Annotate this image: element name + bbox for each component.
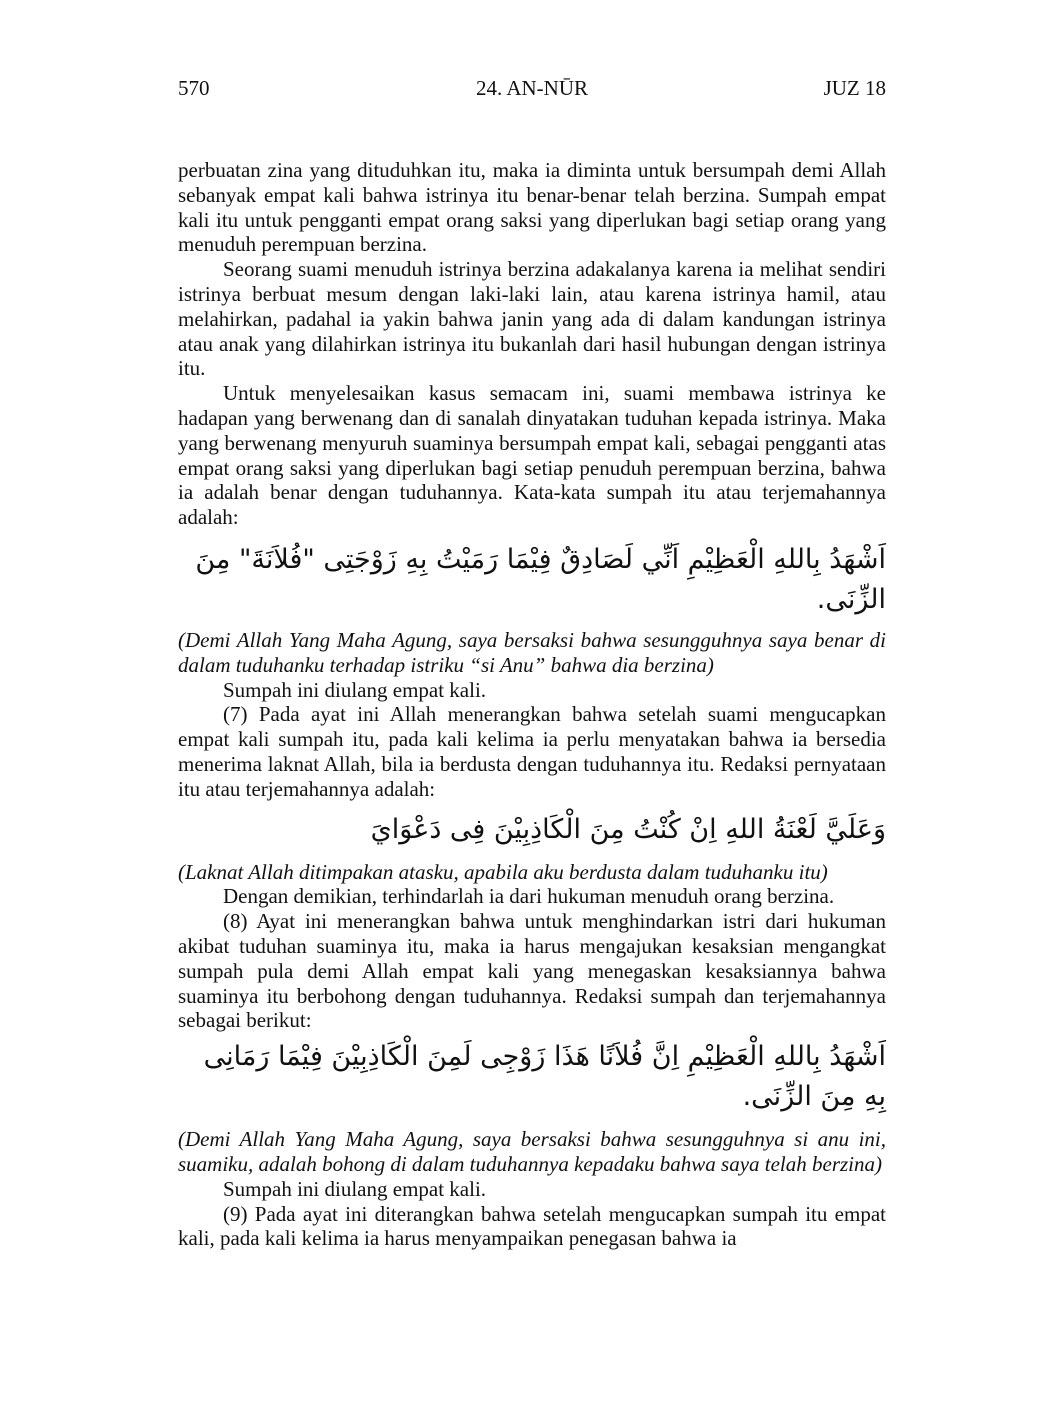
arabic-oath-text: اَشْهَدُ بِاللهِ الْعَظِيْمِ اَنِّي لَصَادِقٌ فِيْمَا رَمَيْتُ بِهِ زَوْجَتِى "فُلاَنَةَ" مِنَ الزِّنَى. — [195, 543, 886, 615]
arabic-curse-text: وَعَلَيَّ لَعْنَةُ اللهِ اِنْ كُنْتُ مِنَ الْكَاذِبِيْنَ فِى دَعْوَايَ — [370, 813, 886, 845]
page-body — [178, 158, 886, 1251]
paragraph: Seorang suami menuduh istrinya berzina adakalanya karena ia melihat sendiri istrinya berbuat mesum dengan laki-laki lain, atau karena istrinya hamil, atau melahirkan, padahal ia yakin bahwa janin yang ada di dalam kandungan istrinya atau anak yang dilahirkan istrinya itu bukanlah dari hasil hubungan dengan istrinya itu. — [178, 257, 886, 381]
paragraph: Dengan demikian, terhindarlah ia dari hukuman menuduh orang berzina. — [223, 884, 835, 909]
translation-text: (Laknat Allah ditimpakan atasku, apabila aku berdusta dalam tuduhanku itu) — [178, 859, 828, 884]
juz-label: JUZ 18 — [823, 76, 886, 100]
page-header — [178, 76, 886, 104]
translation-text: (Demi Allah Yang Maha Agung, saya bersaksi bahwa sesungguhnya si anu ini, suamiku, adalah bohong di dalam tuduhannya kepadaku bahwa saya telah berzina) — [178, 1127, 886, 1176]
translation-text: (Demi Allah Yang Maha Agung, saya bersaksi bahwa sesungguhnya saya benar di dalam tuduhanku terhadap istriku “si Anu” bahwa dia berzina) — [178, 627, 886, 677]
chapter-title: 24. AN-NŪR — [475, 76, 588, 100]
paragraph: Untuk menyelesaikan kasus semacam ini, suami membawa istrinya ke hadapan yang berwenang dan di sanalah dinyatakan tuduhan kepada istrinya. Maka yang berwenang menyuruh suaminya bersumpah empat kali, sebagai pengganti atas empat orang saksi yang diperlukan bagi setiap penuduh perempuan berzina, bahwa ia adalah benar dengan tuduhannya. Kata-kata sumpah itu atau terjemahannya adalah: — [178, 381, 886, 530]
paragraph: (9) Pada ayat ini diterangkan bahwa setelah mengucapkan sumpah itu empat kali, pada kali kelima ia harus menyampaikan penegasan bahwa ia — [178, 1201, 886, 1251]
paragraph: Sumpah ini diulang empat kali. — [223, 677, 487, 702]
paragraph: (8) Ayat ini menerangkan bahwa untuk menghindarkan istri dari hukuman akibat tuduhan suaminya itu, maka ia harus mengajukan kesaksian mengangkat sumpah pula demi Allah empat kali yang menegaskan kesaksiannya bahwa suaminya itu berbohong dengan tuduhannya. Redaksi sumpah dan terjemahannya sebagai berikut: — [178, 909, 886, 1033]
paragraph: (7) Pada ayat ini Allah menerangkan bahwa setelah suami mengucapkan empat kali sumpah itu, pada kali kelima ia perlu menyatakan bahwa ia bersedia menerima laknat Allah, bila ia berdusta dengan tuduhannya itu. Redaksi pernyataan itu atau terjemahannya adalah: — [178, 702, 886, 801]
arabic-oath-text: اَشْهَدُ بِاللهِ الْعَظِيْمِ اِنَّ فُلاَنًا هَذَا زَوْجِى لَمِنَ الْكَاذِبِيْنَ فِيْمَا رَمَانِى بِهِ مِنَ الزِّنَى. — [203, 1041, 886, 1113]
page-number: 570 — [178, 76, 210, 100]
paragraph: Sumpah ini diulang empat kali. — [223, 1176, 487, 1201]
paragraph-continued: perbuatan zina yang dituduhkan itu, maka ia diminta untuk bersumpah demi Allah sebanyak empat kali bahwa istrinya itu benar-benar telah berzina. Sumpah empat kali itu untuk pengganti empat orang saksi yang diperlukan bagi setiap orang yang menuduh perempuan berzina. — [178, 158, 886, 257]
